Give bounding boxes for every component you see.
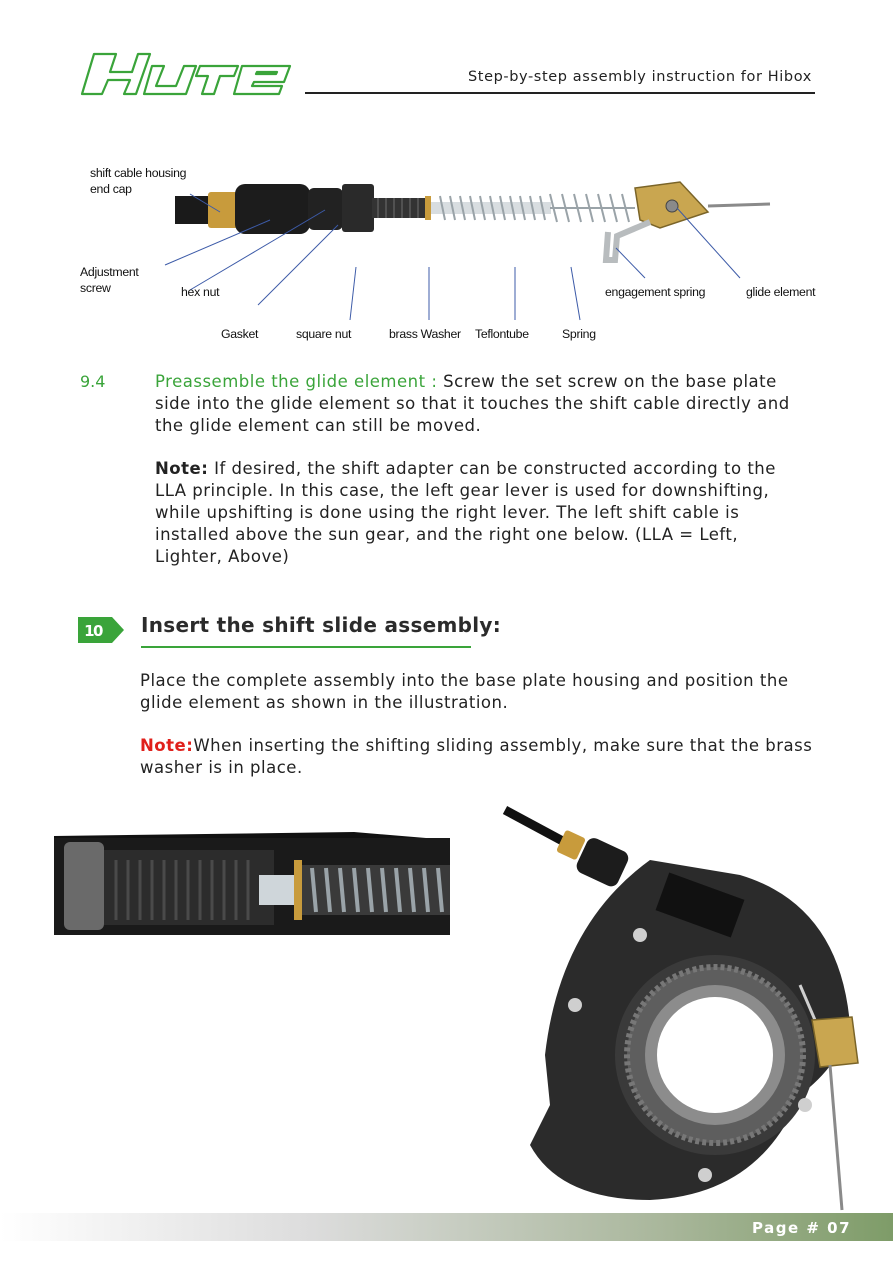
step-note-line: When inserting the shifting sliding assembly, make sure that the brass (193, 736, 813, 755)
step-note (140, 735, 840, 779)
section-line: the glide element can still be moved. (155, 416, 482, 435)
document-title: Step-by-step assembly instruction for Hibox (468, 69, 812, 85)
note-line: If desired, the shift adapter can be constructed according to the (208, 459, 776, 478)
step-number: 10 (84, 622, 102, 640)
step-line: Place the complete assembly into the base plate housing and position the (140, 671, 789, 690)
header-rule (305, 92, 815, 94)
section-line: Screw the set screw on the base plate (443, 372, 777, 391)
label-gasket: Gasket (221, 327, 259, 341)
label-hex-nut: hex nut (181, 285, 220, 299)
note-line: installed above the sun gear, and the right one below. (LLA = Left, (155, 525, 739, 544)
label-cable-end-cap-line1: shift cable housing (90, 166, 187, 180)
step-paragraph (140, 670, 840, 714)
label-adjustment-screw-line1: Adjustment (80, 265, 139, 279)
section-9-4-paragraph (155, 371, 835, 437)
housing-closeup-photo (54, 820, 450, 935)
note-line: Lighter, Above) (155, 547, 290, 566)
page-number: Page # 07 (752, 1219, 852, 1237)
section-heading: Preassemble the glide element : (155, 372, 438, 391)
note-line: LLA principle. In this case, the left gear lever is used for downshifting, (155, 481, 770, 500)
step-note-label: Note: (140, 736, 194, 755)
label-square-nut: square nut (296, 327, 352, 341)
note-paragraph (155, 458, 835, 568)
label-adjustment-screw-line2: screw (80, 281, 111, 295)
step-title-rule (141, 646, 471, 648)
step-title: Insert the shift slide assembly: (141, 613, 502, 637)
section-line: side into the glide element so that it touches the shift cable directly and (155, 394, 790, 413)
label-cable-end-cap-line2: end cap (90, 182, 132, 196)
base-plate-photo (500, 805, 870, 1215)
label-spring: Spring (562, 327, 596, 341)
parts-diagram (60, 150, 840, 350)
label-glide-element: glide element (746, 285, 816, 299)
step-badge (78, 617, 124, 643)
label-engagement-spring: engagement spring (605, 285, 706, 299)
note-label: Note: (155, 459, 209, 478)
label-brass-washer: brass Washer (389, 327, 461, 341)
label-teflon-tube: Teflontube (475, 327, 529, 341)
hure-logo (80, 37, 295, 96)
note-line: while upshifting is done using the right lever. The left shift cable is (155, 503, 740, 522)
step-line: glide element as shown in the illustration. (140, 693, 509, 712)
step-note-line: washer is in place. (140, 758, 303, 777)
logo-text: hure (80, 37, 117, 56)
section-number: 9.4 (80, 372, 106, 391)
